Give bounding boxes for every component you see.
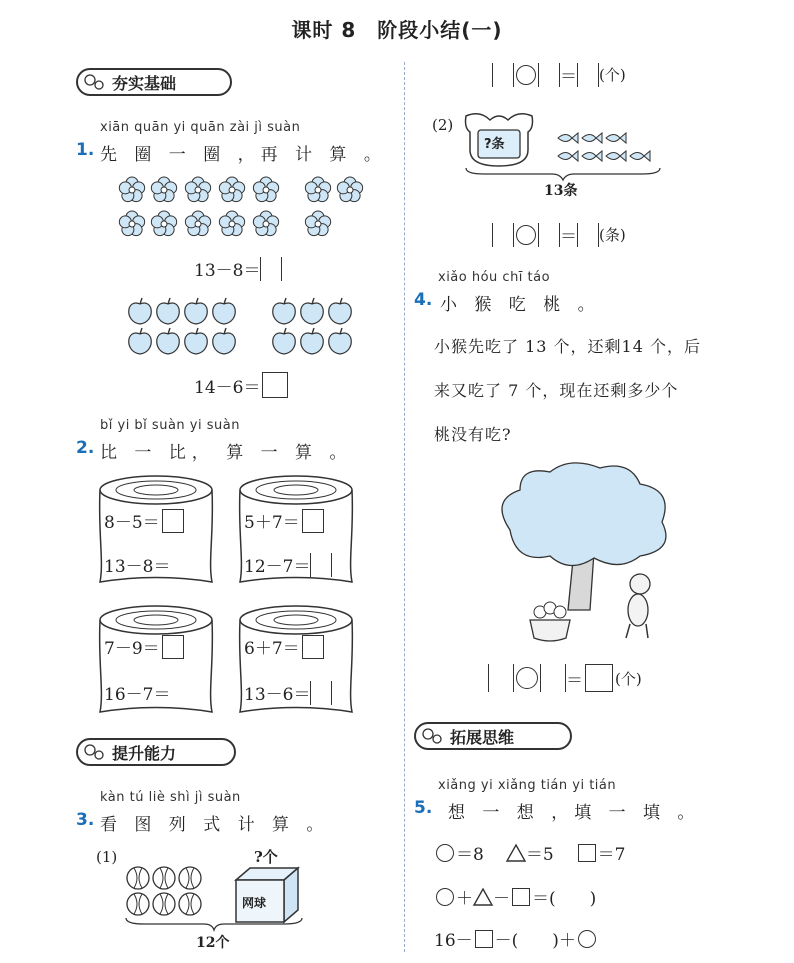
apple-icon (301, 328, 324, 354)
q1-equation-2 (194, 372, 290, 398)
answer-blank[interactable]: ＝( ) (532, 889, 597, 909)
circle-value: ＝8 (456, 845, 484, 865)
stump-eq-b: 16－7＝ (104, 685, 171, 705)
circle-symbol-icon (436, 844, 454, 862)
stump-card-4 (236, 602, 356, 718)
op-text: － (493, 889, 510, 909)
tennis-ball-icon (153, 867, 175, 889)
q5-line-3 (434, 926, 598, 951)
q3-total-label: 12个 (196, 935, 230, 951)
fish-icon (606, 151, 626, 161)
answer-box[interactable] (492, 63, 514, 87)
stump-eq-b: 13－6＝ (244, 685, 311, 705)
q4-line-2: 来又吃了 7 个，现在还剩多少个 (434, 381, 679, 400)
triangle-value: ＝5 (525, 845, 554, 865)
fish-icon (558, 151, 578, 161)
tennis-ball-icon (127, 893, 149, 915)
apple-icon (157, 298, 180, 324)
stump-card-1 (96, 472, 216, 588)
section-title: 拓展思维 (450, 727, 515, 747)
operator-circle[interactable] (516, 65, 536, 85)
flower-icon (151, 177, 176, 202)
answer-box[interactable] (302, 635, 324, 659)
fish-icon (582, 151, 602, 161)
op-text: 16－ (434, 931, 473, 951)
flower-icon (253, 177, 278, 202)
answer-box[interactable] (540, 664, 566, 692)
stump-eq-a: 5＋7＝ (244, 513, 300, 533)
unit-label: (个) (615, 669, 642, 688)
answer-box[interactable] (162, 635, 184, 659)
square-symbol-icon (475, 930, 493, 948)
q5-given-values (434, 840, 625, 865)
flower-icon (219, 211, 244, 236)
bubble-icon (84, 74, 106, 92)
q3-part1-label: (1) (96, 848, 118, 866)
triangle-symbol-icon (473, 888, 493, 906)
triangle-symbol-icon (506, 844, 526, 862)
q3-part2-total: 13条 (544, 183, 578, 199)
answer-box[interactable] (310, 553, 332, 577)
q3-text: 看 图 列 式 计 算 。 (100, 815, 330, 835)
stump-eq-b: 13－8＝ (104, 557, 171, 577)
tennis-ball-icon (179, 867, 201, 889)
q3-part2-label: (2) (432, 116, 454, 134)
q4-line-3: 桃没有吃? (434, 425, 512, 444)
fish-icon (630, 151, 650, 161)
answer-box[interactable] (492, 223, 514, 247)
stump-card-3 (96, 602, 216, 718)
q1-number: 1. (76, 140, 95, 160)
q1-eq1-text: 13－8＝ (194, 261, 261, 281)
q4-pinyin: xiǎo hóu chī táo (438, 270, 551, 285)
circle-symbol-icon (578, 930, 596, 948)
square-symbol-icon (578, 844, 596, 862)
stump-eq-a: 6＋7＝ (244, 639, 300, 659)
answer-box[interactable] (585, 664, 613, 692)
apple-icon (273, 328, 296, 354)
flower-icon (119, 177, 144, 202)
answer-box[interactable] (310, 681, 332, 705)
fish-icon (558, 133, 578, 143)
answer-box[interactable] (488, 664, 514, 692)
operator-circle[interactable] (516, 667, 538, 689)
answer-box[interactable] (538, 63, 560, 87)
flower-icon (151, 211, 176, 236)
q1-equation-1 (194, 256, 282, 281)
q3-pinyin: kàn tú liè shì jì suàn (100, 790, 241, 805)
tennis-ball-icon (127, 867, 149, 889)
apples-illustration (126, 296, 366, 358)
answer-box[interactable] (260, 257, 282, 281)
apple-icon (301, 298, 324, 324)
q5-line-2 (434, 884, 596, 909)
section-title: 提升能力 (112, 743, 177, 763)
unit-label: (个) (599, 66, 626, 84)
section-tag-improve (76, 738, 236, 766)
stump-card-2 (236, 472, 356, 588)
stump-eq-b: 12－7＝ (244, 557, 311, 577)
flower-icon (305, 177, 330, 202)
flower-icon (337, 177, 362, 202)
bubble-icon (422, 728, 444, 746)
tree-with-monkey-illustration (490, 460, 680, 650)
apple-icon (213, 328, 236, 354)
answer-box[interactable] (302, 509, 324, 533)
q4-number: 4. (414, 290, 433, 310)
apple-icon (329, 298, 352, 324)
fish-icon (606, 133, 626, 143)
unit-label: (条) (599, 226, 626, 244)
answer-blank[interactable]: －( )＋ (494, 931, 576, 951)
q4-answer-row: ＝ (个) (488, 664, 642, 692)
q3-number: 3. (76, 810, 95, 830)
tennis-ball-icon (153, 893, 175, 915)
answer-box[interactable] (577, 63, 599, 87)
circle-symbol-icon (436, 888, 454, 906)
fish-jar-label: ?条 (484, 137, 505, 152)
q2-number: 2. (76, 438, 95, 458)
bubble-icon (84, 744, 106, 762)
flower-icon (305, 211, 330, 236)
q2-text: 比 一 比， 算 一 算 。 (100, 443, 353, 463)
flower-icon (185, 177, 210, 202)
stump-eq-a: 8－5＝ (104, 513, 160, 533)
flower-icon (253, 211, 278, 236)
apple-icon (157, 328, 180, 354)
answer-box[interactable] (262, 372, 288, 398)
q4-text: 小 猴 吃 桃 。 (440, 295, 601, 315)
q5-text: 想 一 想 ，填 一 填 。 (448, 803, 701, 823)
apple-icon (213, 298, 236, 324)
answer-box[interactable] (162, 509, 184, 533)
q5-pinyin: xiǎng yi xiǎng tián yi tián (438, 778, 617, 793)
section-tag-extend (414, 722, 572, 750)
column-divider (404, 62, 405, 952)
q3-part1-answer-row: ＝ (个) (492, 62, 626, 87)
q4-line-1: 小猴先吃了 13 个，还剩14 个，后 (434, 337, 701, 356)
answer-box[interactable] (538, 223, 560, 247)
flowers-illustration (118, 174, 370, 244)
apple-icon (273, 298, 296, 324)
stump-eq-a: 7－9＝ (104, 639, 160, 659)
section-tag-basics (76, 68, 232, 96)
square-symbol-icon (512, 888, 530, 906)
tennis-ball-icon (179, 893, 201, 915)
apple-icon (329, 328, 352, 354)
tennis-balls-illustration (126, 866, 206, 920)
apple-icon (185, 328, 208, 354)
flower-icon (185, 211, 210, 236)
page-title: 课时 8 阶段小结(一) (291, 18, 503, 42)
tennis-box-label: 网球 (242, 896, 267, 910)
q3-part2-answer-row: ＝ (条) (492, 222, 626, 247)
fish-icon (582, 133, 602, 143)
brace-icon (124, 916, 304, 932)
answer-box[interactable] (577, 223, 599, 247)
apple-icon (129, 298, 152, 324)
q2-pinyin: bǐ yi bǐ suàn yi suàn (100, 418, 240, 433)
square-value: ＝7 (597, 845, 626, 865)
q3-unknown-label: ?个 (254, 848, 278, 866)
operator-circle[interactable] (516, 225, 536, 245)
apple-icon (129, 328, 152, 354)
flower-icon (119, 211, 144, 236)
op-text: ＋ (456, 889, 473, 909)
q1-pinyin: xiān quān yi quān zài jì suàn (100, 120, 301, 135)
fish-illustration (556, 130, 656, 166)
flower-icon (219, 177, 244, 202)
section-title: 夯实基础 (112, 73, 177, 93)
q1-eq2-text: 14－6＝ (194, 377, 261, 398)
q1-text: 先 圈 一 圈 ，再 计 算 。 (100, 145, 387, 165)
apple-icon (185, 298, 208, 324)
q5-number: 5. (414, 798, 433, 818)
